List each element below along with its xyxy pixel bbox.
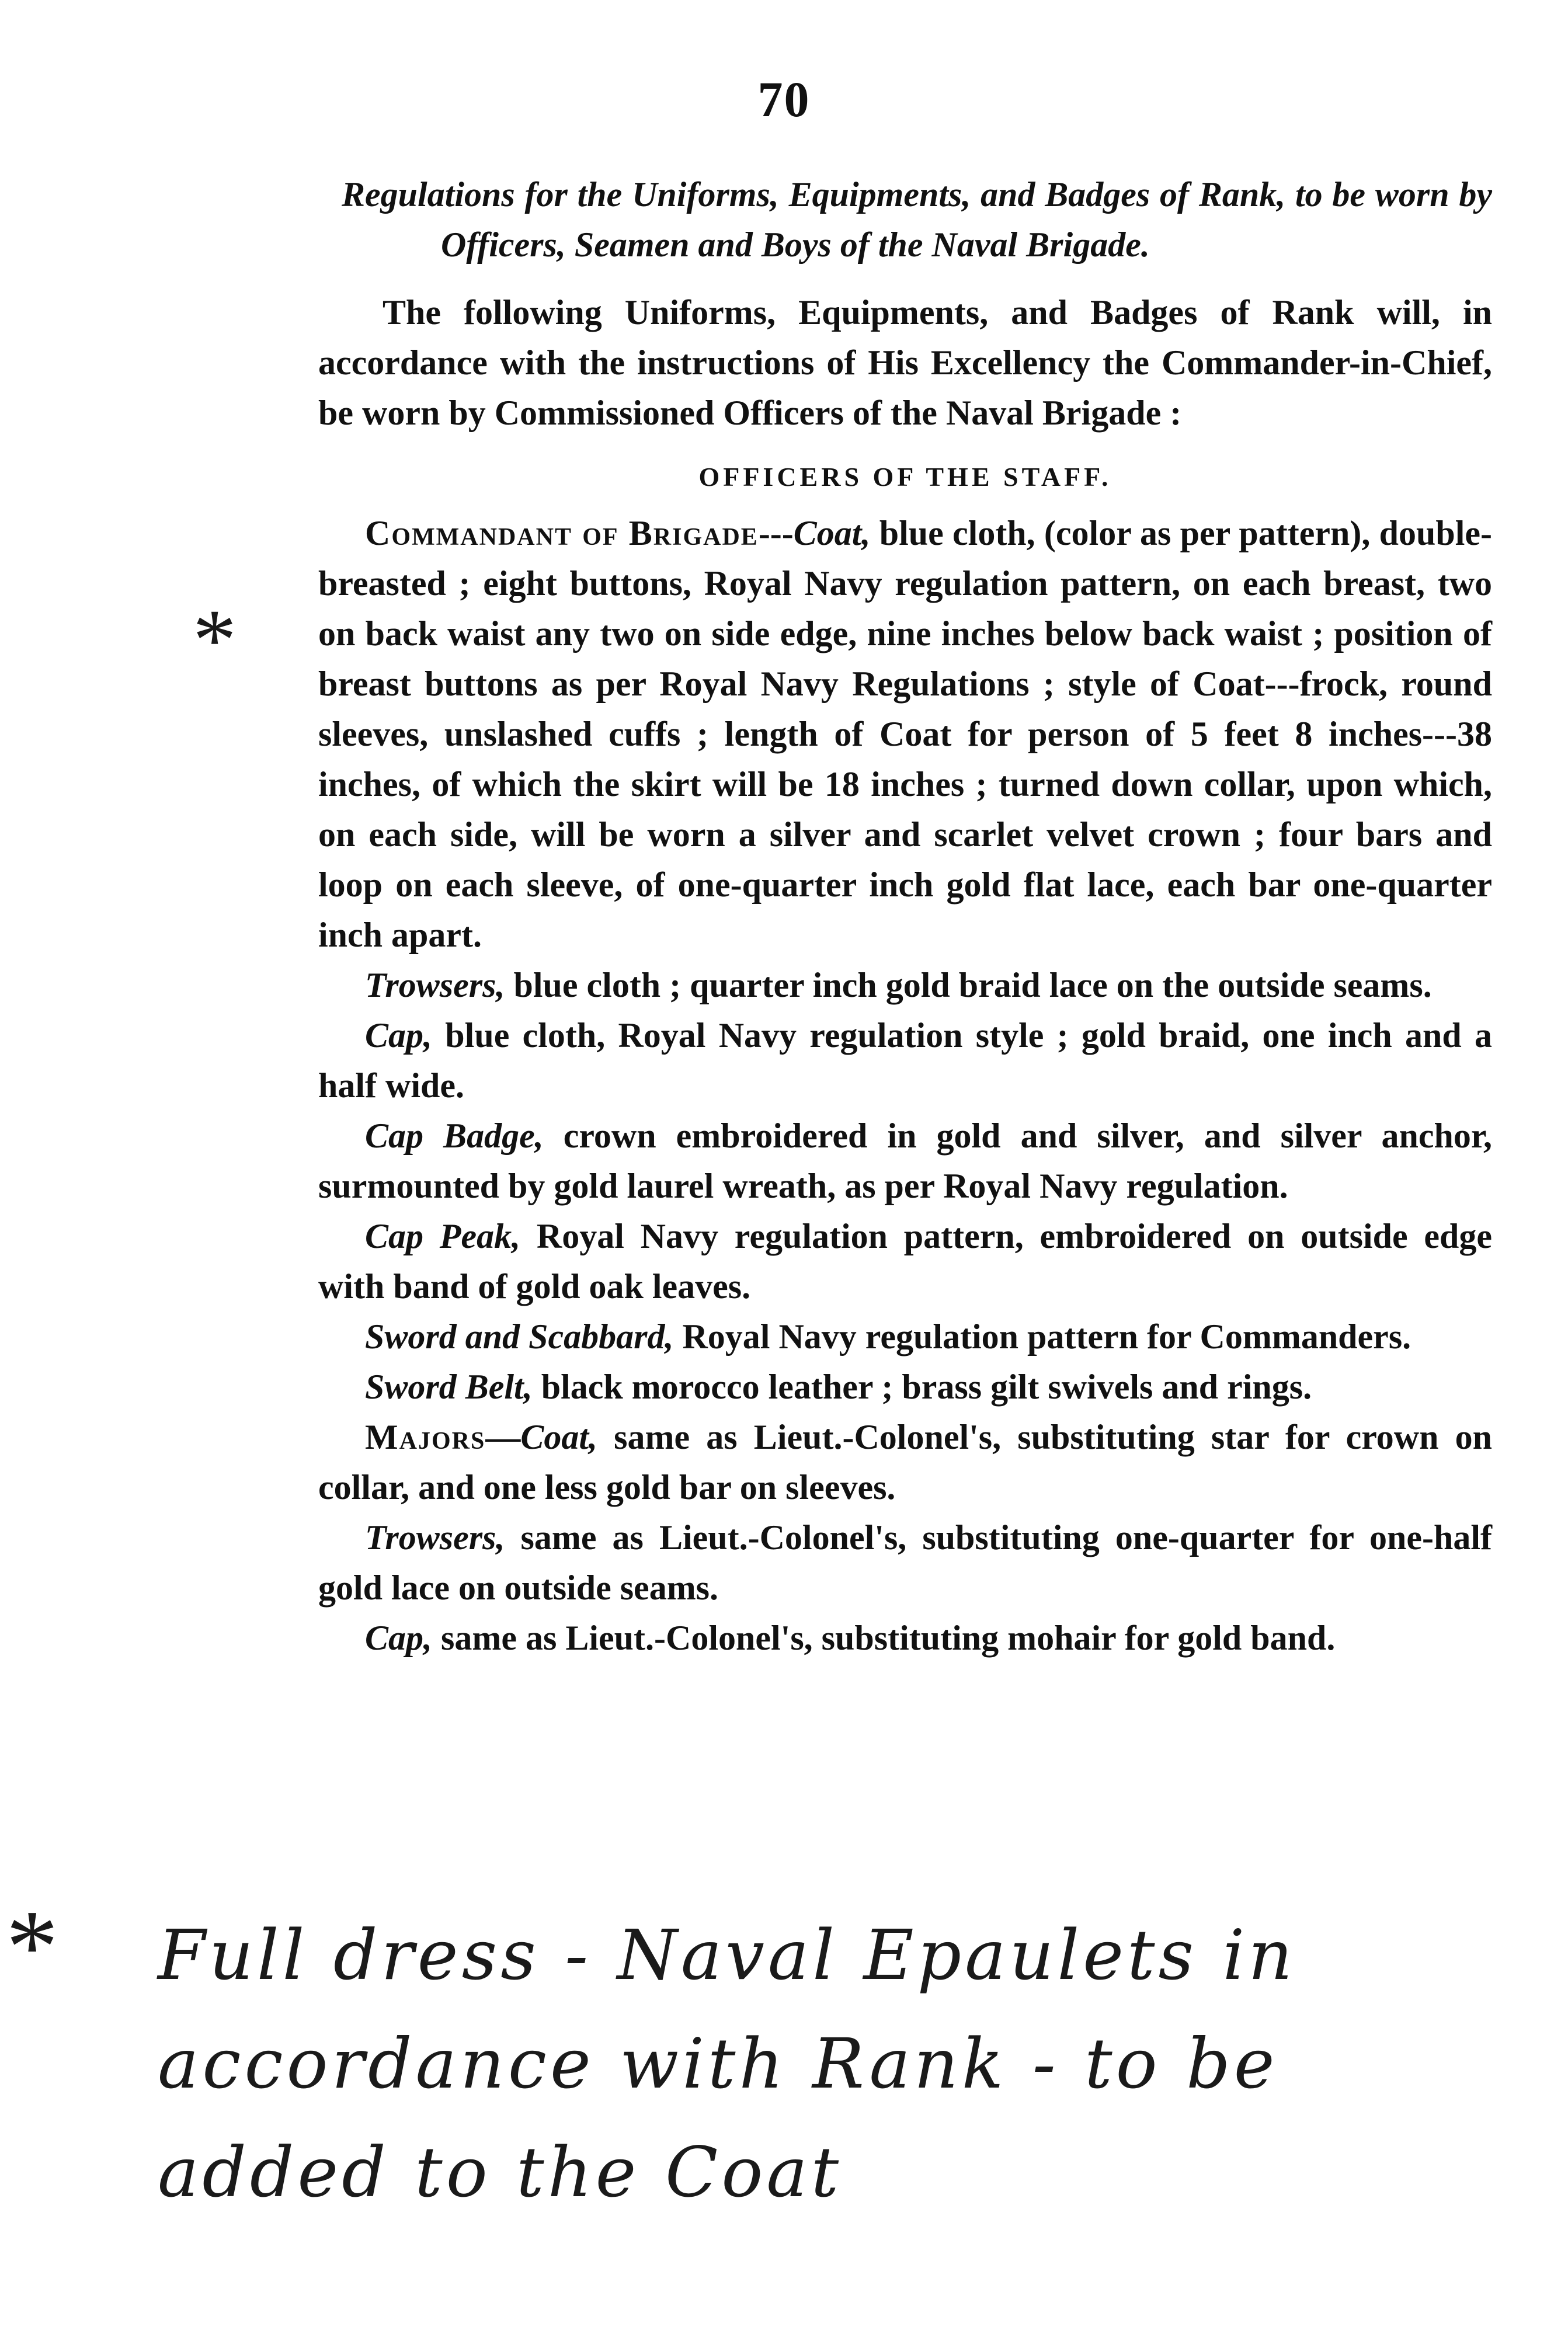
majors-item-paragraph xyxy=(318,1512,1492,1613)
item-paragraph xyxy=(318,1362,1492,1412)
handwritten-note: Full dress - Naval Epaulets in accordance with Rank - to be added to the Coat xyxy=(158,1915,1296,2213)
asterisk-mark-icon: * xyxy=(6,1888,58,2005)
item-label: Trowsers, xyxy=(365,966,505,1004)
majors-item: Coat, xyxy=(520,1418,598,1456)
item-label: Sword Belt, xyxy=(365,1368,533,1406)
asterisk-mark-icon: * xyxy=(193,592,237,688)
commandant-label: Commandant of Brigade xyxy=(365,514,759,552)
document-title: Regulations for the Uniforms, Equipments, and Badges of Rank, to be worn by Officers, Seamen and Boys of the Naval Brigade. xyxy=(342,175,1492,264)
item-text: blue cloth ; quarter inch gold braid lace on the outside seams. xyxy=(505,966,1432,1004)
majors-sep: — xyxy=(485,1418,521,1456)
item-text: black morocco leather ; brass gilt swivels and rings. xyxy=(532,1368,1312,1406)
item-label: Cap Peak, xyxy=(365,1217,521,1255)
majors-item-label: Cap, xyxy=(365,1619,433,1657)
item-text: crown embroidered in gold and silver, and silver anchor, surmounted by gold laurel wreath, as per Royal Navy regulation. xyxy=(318,1116,1493,1205)
section-heading: OFFICERS OF THE STAFF. xyxy=(698,462,1112,492)
item-paragraph xyxy=(318,1312,1492,1362)
item-paragraph xyxy=(318,960,1492,1010)
item-text: Royal Navy regulation pattern, embroidered on outside edge with band of gold oak leaves. xyxy=(318,1217,1492,1306)
majors-text: same as Lieut.-Colonel's, substituting star for crown on collar, and one less gold bar on sleeves. xyxy=(318,1418,1492,1507)
item-paragraph xyxy=(318,1111,1492,1211)
majors-paragraph xyxy=(318,1412,1492,1512)
commandant-text: blue cloth, (color as per pattern), double-breasted ; eight buttons, Royal Navy regulation pattern, on each breast, two on back waist any two on side edge, nine inches below back waist ; position of breast buttons as per Royal Navy Regulations ; style of Coat---frock, round sleeves, unslashed cuffs ; length of Coat for person of 5 feet 8 inches---38 inches, of which the skirt will be 18 inches ; turned down collar, upon which, on each side, will be worn a silver and scarlet velvet crown ; four bars and loop on each sleeve, of one-quarter inch gold flat lace, each bar one-quarter inch apart. xyxy=(318,514,1492,954)
page-number: 70 xyxy=(757,71,811,127)
item-text: Royal Navy regulation pattern for Commanders. xyxy=(673,1317,1411,1356)
item-label: Cap, xyxy=(365,1016,433,1055)
commandant-item: Coat, xyxy=(793,514,871,552)
item-paragraph xyxy=(318,1010,1492,1111)
item-label: Cap Badge, xyxy=(365,1116,544,1155)
majors-item-paragraph xyxy=(318,1613,1492,1663)
majors-item-text: same as Lieut.-Colonel's, substituting mohair for gold band. xyxy=(432,1619,1336,1657)
majors-item-text: same as Lieut.-Colonel's, substituting one-quarter for one-half gold lace on outside seams. xyxy=(318,1518,1492,1607)
item-text: blue cloth, Royal Navy regulation style ; gold braid, one inch and a half wide. xyxy=(318,1016,1492,1105)
item-paragraph xyxy=(318,1211,1492,1312)
intro-paragraph: The following Uniforms, Equipments, and Badges of Rank will, in accordance with the instructions of His Excellency the Commander-in-Chief, be worn by Commissioned Officers of the Naval Brigade : xyxy=(318,293,1492,432)
majors-label: Majors xyxy=(365,1418,486,1456)
item-label: Sword and Scabbard, xyxy=(365,1317,674,1356)
commandant-sep: --- xyxy=(758,514,794,552)
commandant-paragraph xyxy=(318,508,1492,960)
majors-item-label: Trowsers, xyxy=(365,1518,505,1557)
page-body xyxy=(318,169,1492,1663)
